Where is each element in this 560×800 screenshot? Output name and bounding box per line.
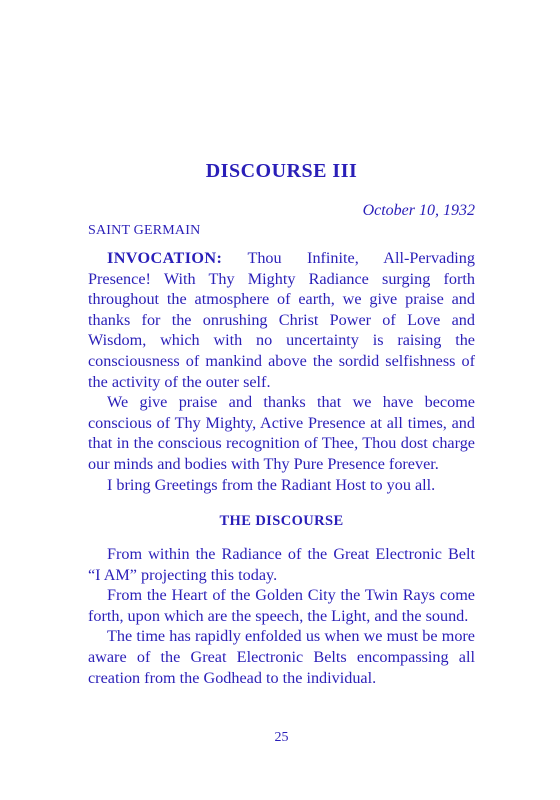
section-heading: THE DISCOURSE (219, 513, 344, 529)
paragraph-greetings: I bring Greetings from the Radiant Host to you all. (107, 475, 436, 494)
invocation-lead: INVOCATION: (107, 249, 223, 267)
discourse-date: October 10, 1932 (362, 202, 475, 219)
chapter-title: DISCOURSE III (205, 160, 358, 182)
discourse-section (88, 544, 475, 688)
discourse-paragraph: From within the Radiance of the Great Electronic Belt “I AM” projecting this today. (88, 545, 475, 584)
speaker-name: SAINT GERMAIN (88, 223, 201, 238)
page-number: 25 (274, 730, 289, 745)
book-page (88, 0, 475, 800)
paragraph-praise: We give praise and thanks that we have become conscious of Thy Mighty, Active Presence at all times, and that in the conscious recognition of Thee, Thou dost charge our minds and bodies with Thy Pure Presence forever. (88, 393, 475, 473)
invocation-section (88, 248, 475, 495)
discourse-paragraph: The time has rapidly enfolded us when we must be more aware of the Great Electronic Belts encompassing all creation from the Godhead to the individual. (88, 627, 475, 687)
discourse-paragraph: From the Heart of the Golden City the Twin Rays come forth, upon which are the speech, the Light, and the sound. (88, 586, 475, 625)
invocation-text: Thou Infinite, All-Pervading Presence! With Thy Mighty Radiance surging forth throughout the atmosphere of earth, we give praise and thanks for the onrushing Christ Power of Love and Wisdom, which with no uncertainty is raising the consciousness of mankind above the sordid selfishness of the activity of the outer self. (88, 249, 475, 391)
invocation-paragraph (88, 248, 475, 392)
